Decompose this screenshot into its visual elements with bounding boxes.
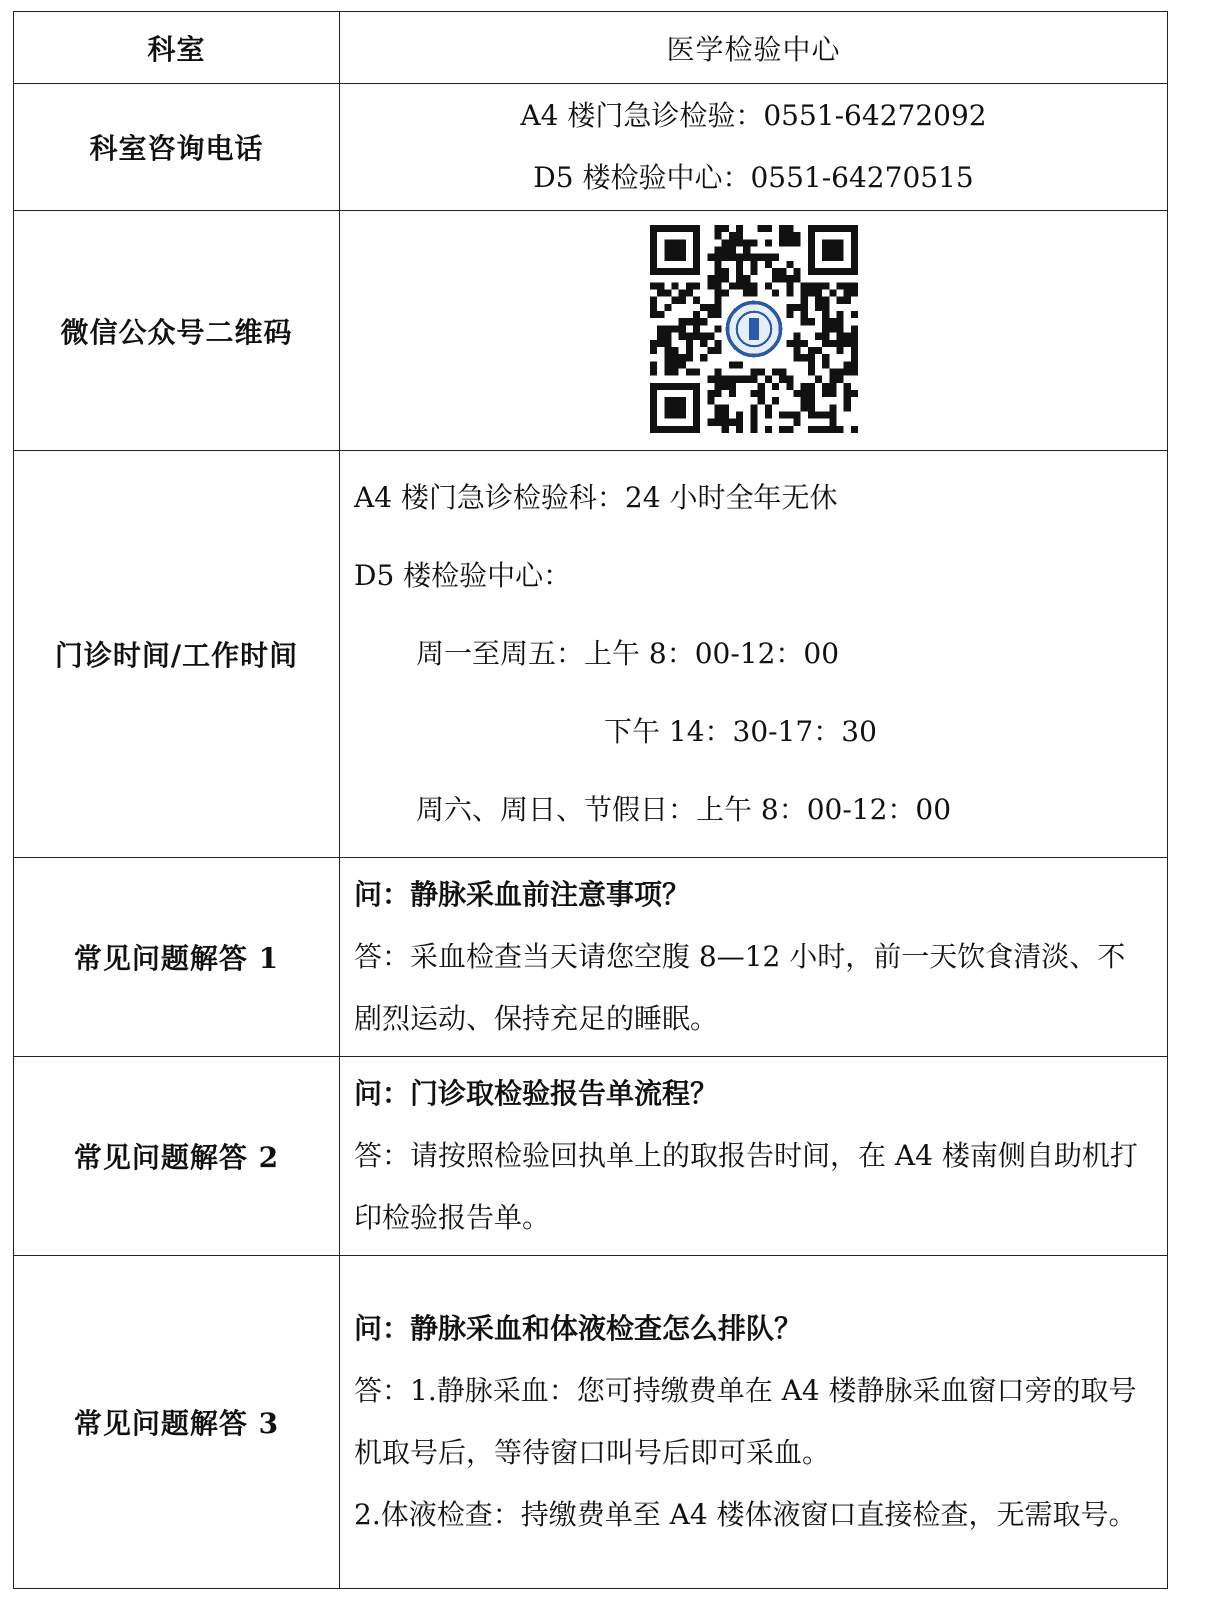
hours-line-weekend: 周六、周日、节假日：上午 8：00-12：00: [416, 793, 952, 826]
phone-line-d5: D5 楼检验中心：0551-64270515: [533, 161, 974, 194]
qr-cell: [340, 211, 1168, 451]
faq-1-question: 问：静脉采血前注意事项？: [354, 878, 691, 911]
qr-label: 微信公众号二维码: [14, 211, 340, 451]
faq-1-label: 常见问题解答 1: [14, 858, 340, 1057]
qr-code-image: [650, 225, 858, 433]
info-table: [13, 11, 1168, 1589]
row-phone: [14, 84, 1168, 211]
qr-code-icon: [650, 225, 858, 433]
phone-label: 科室咨询电话: [14, 84, 340, 211]
hours-label: 门诊时间/工作时间: [14, 451, 340, 858]
hours-content: [340, 451, 1168, 858]
row-faq-3: [14, 1256, 1168, 1589]
row-faq-1: [14, 858, 1168, 1057]
faq-1-content: [340, 858, 1168, 1057]
hours-line-weekday-pm: 下午 14：30-17：30: [604, 715, 877, 748]
department-label: 科室: [14, 12, 340, 84]
hours-line-weekday-am: 周一至周五：上午 8：00-12：00: [416, 637, 840, 670]
faq-2-label: 常见问题解答 2: [14, 1057, 340, 1256]
faq-2-content: [340, 1057, 1168, 1256]
faq-3-content: [340, 1256, 1168, 1589]
faq-3-label: 常见问题解答 3: [14, 1256, 340, 1589]
faq-3-answer-1: 答：1.静脉采血：您可持缴费单在 A4 楼静脉采血窗口旁的取号机取号后，等待窗口叫号后即可采血。: [354, 1374, 1137, 1469]
phone-lines: [340, 84, 1168, 211]
faq-2-question: 问：门诊取检验报告单流程？: [354, 1077, 719, 1110]
row-department: [14, 12, 1168, 84]
row-qr: [14, 211, 1168, 451]
phone-line-a4: A4 楼门急诊检验：0551-64272092: [520, 99, 987, 132]
faq-3-answer-2: 2.体液检查：持缴费单至 A4 楼体液窗口直接检查，无需取号。: [354, 1498, 1137, 1531]
row-faq-2: [14, 1057, 1168, 1256]
faq-2-answer: 答：请按照检验回执单上的取报告时间，在 A4 楼南侧自助机打印检验报告单。: [354, 1139, 1138, 1234]
hours-line-d5: D5 楼检验中心：: [354, 559, 572, 592]
hours-line-a4: A4 楼门急诊检验科：24 小时全年无休: [354, 481, 838, 514]
faq-1-answer: 答：采血检查当天请您空腹 8—12 小时，前一天饮食清淡、不剧烈运动、保持充足的睡眠。: [354, 940, 1126, 1035]
row-hours: [14, 451, 1168, 858]
department-value: 医学检验中心: [340, 12, 1168, 84]
faq-3-question: 问：静脉采血和体液检查怎么排队？: [354, 1312, 803, 1345]
